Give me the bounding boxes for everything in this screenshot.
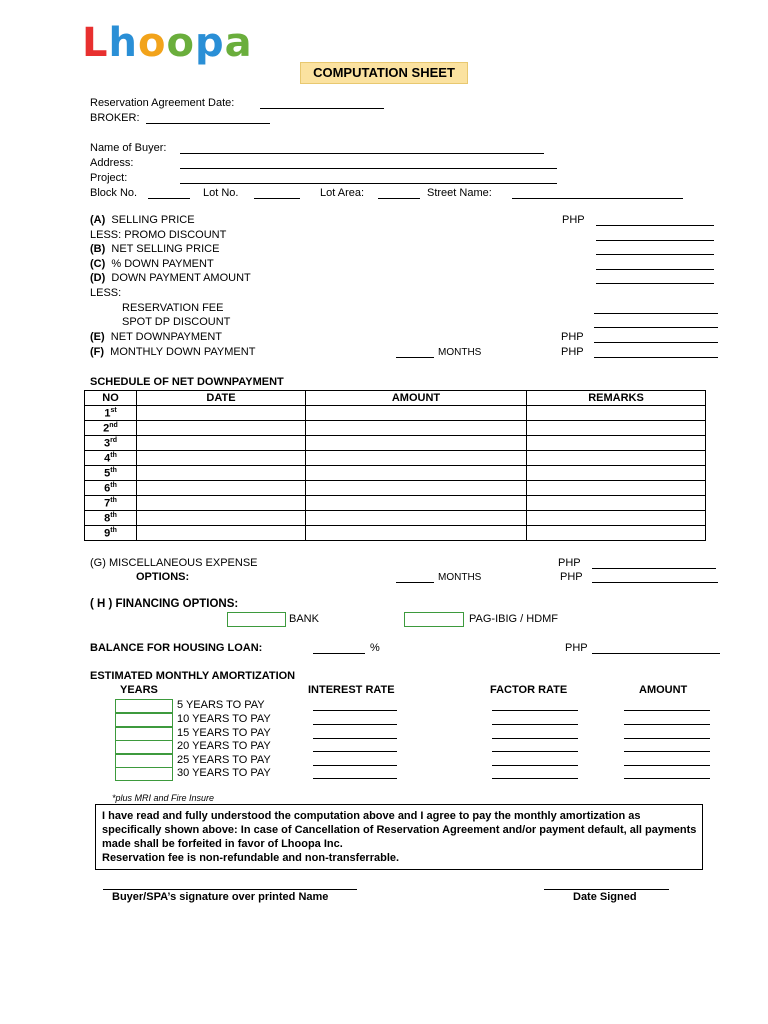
amount-cell[interactable] bbox=[306, 466, 527, 481]
row-number: 1st bbox=[85, 406, 137, 421]
lot-area-field[interactable] bbox=[378, 198, 420, 199]
net-downpayment-label: NET DOWNPAYMENT bbox=[110, 331, 223, 343]
months-field[interactable] bbox=[396, 357, 434, 358]
col-header-date: DATE bbox=[137, 391, 306, 406]
months-label: MONTHS bbox=[438, 347, 482, 358]
spot-dp-label: SPOT DP DISCOUNT bbox=[122, 316, 231, 328]
down-payment-percent-label: % DOWN PAYMENT bbox=[111, 258, 214, 270]
lot-field[interactable] bbox=[254, 198, 300, 199]
php-label: PHP bbox=[565, 642, 588, 654]
amount-cell[interactable] bbox=[306, 421, 527, 436]
amount-field[interactable] bbox=[624, 765, 710, 766]
row-number: 2nd bbox=[85, 421, 137, 436]
table-row bbox=[85, 421, 706, 436]
options-amount-field[interactable] bbox=[592, 582, 718, 583]
factor-rate-field[interactable] bbox=[492, 710, 578, 711]
amount-field[interactable] bbox=[624, 710, 710, 711]
date-cell[interactable] bbox=[137, 481, 306, 496]
b-code: (B) bbox=[90, 243, 106, 255]
row-number: 8th bbox=[85, 511, 137, 526]
pagibig-checkbox[interactable] bbox=[404, 612, 464, 627]
col-header-no: NO bbox=[85, 391, 137, 406]
remarks-cell[interactable] bbox=[527, 481, 706, 496]
f-code: (F) bbox=[90, 346, 105, 358]
block-label: Block No. bbox=[90, 187, 138, 199]
col-interest-rate: INTEREST RATE bbox=[308, 684, 395, 696]
remarks-cell[interactable] bbox=[527, 526, 706, 541]
project-label: Project: bbox=[90, 172, 128, 184]
table-header-row bbox=[85, 391, 706, 406]
page-title: COMPUTATION SHEET bbox=[300, 62, 468, 84]
php-label: PHP bbox=[562, 214, 585, 226]
amount-field[interactable] bbox=[624, 751, 710, 752]
php-label: PHP bbox=[561, 331, 584, 343]
col-factor-rate: FACTOR RATE bbox=[490, 684, 568, 696]
date-cell[interactable] bbox=[137, 496, 306, 511]
date-cell[interactable] bbox=[137, 436, 306, 451]
amount-field[interactable] bbox=[624, 778, 710, 779]
amortization-title: ESTIMATED MONTHLY AMORTIZATION bbox=[90, 670, 296, 682]
table-row bbox=[85, 496, 706, 511]
amount-cell[interactable] bbox=[306, 481, 527, 496]
promo-discount-field[interactable] bbox=[596, 240, 714, 241]
a-code: (A) bbox=[90, 214, 106, 226]
row-number: 9th bbox=[85, 526, 137, 541]
financing-options-label: ( H ) FINANCING OPTIONS: bbox=[90, 598, 239, 610]
insurance-note: *plus MRI and Fire Insure bbox=[112, 793, 215, 803]
years-checkbox[interactable] bbox=[115, 767, 173, 781]
broker-field[interactable] bbox=[146, 123, 270, 124]
monthly-down-payment-label: MONTHLY DOWN PAYMENT bbox=[110, 346, 256, 358]
street-label: Street Name: bbox=[427, 187, 492, 199]
schedule-title: SCHEDULE OF NET DOWNPAYMENT bbox=[90, 376, 284, 388]
logo-letter: L bbox=[82, 20, 109, 66]
date-cell[interactable] bbox=[137, 466, 306, 481]
remarks-cell[interactable] bbox=[527, 511, 706, 526]
amount-cell[interactable] bbox=[306, 406, 527, 421]
interest-rate-field[interactable] bbox=[313, 778, 397, 779]
years-to-pay-label: 10 YEARS TO PAY bbox=[177, 713, 271, 725]
reservation-date-label: Reservation Agreement Date: bbox=[90, 97, 235, 109]
options-months-field[interactable] bbox=[396, 582, 434, 583]
selling-price-label: SELLING PRICE bbox=[111, 214, 195, 226]
remarks-cell[interactable] bbox=[527, 406, 706, 421]
lot-area-label: Lot Area: bbox=[320, 187, 365, 199]
factor-rate-field[interactable] bbox=[492, 724, 578, 725]
col-header-remarks: REMARKS bbox=[527, 391, 706, 406]
amount-cell[interactable] bbox=[306, 496, 527, 511]
c-code: (C) bbox=[90, 258, 106, 270]
amount-field[interactable] bbox=[624, 738, 710, 739]
bank-checkbox[interactable] bbox=[227, 612, 286, 627]
logo-letter: o bbox=[137, 20, 167, 66]
remarks-cell[interactable] bbox=[527, 451, 706, 466]
net-selling-price-field[interactable] bbox=[596, 254, 714, 255]
date-cell[interactable] bbox=[137, 451, 306, 466]
date-cell[interactable] bbox=[137, 526, 306, 541]
table-row bbox=[85, 436, 706, 451]
php-label: PHP bbox=[558, 557, 581, 569]
bank-label: BANK bbox=[289, 613, 319, 625]
table-row bbox=[85, 481, 706, 496]
table-row bbox=[85, 406, 706, 421]
promo-discount-label: LESS: PROMO DISCOUNT bbox=[90, 229, 227, 241]
row-number: 3rd bbox=[85, 436, 137, 451]
down-payment-amount-label: DOWN PAYMENT AMOUNT bbox=[111, 272, 251, 284]
factor-rate-field[interactable] bbox=[492, 738, 578, 739]
e-code: (E) bbox=[90, 331, 105, 343]
row-number: 6th bbox=[85, 481, 137, 496]
years-to-pay-label: 20 YEARS TO PAY bbox=[177, 740, 271, 752]
remarks-cell[interactable] bbox=[527, 421, 706, 436]
reservation-date-field[interactable] bbox=[260, 108, 384, 109]
logo-letter: p bbox=[194, 20, 225, 66]
broker-label: BROKER: bbox=[90, 112, 140, 124]
address-label: Address: bbox=[90, 157, 134, 169]
years-checkbox[interactable] bbox=[115, 713, 173, 727]
php-label: PHP bbox=[561, 346, 584, 358]
factor-rate-field[interactable] bbox=[492, 751, 578, 752]
php-label: PHP bbox=[560, 571, 583, 583]
factor-rate-field[interactable] bbox=[492, 765, 578, 766]
years-checkbox[interactable] bbox=[115, 727, 173, 741]
remarks-cell[interactable] bbox=[527, 466, 706, 481]
table-row bbox=[85, 466, 706, 481]
notice-text: I have read and fully understood the computation above and I agree to pay the monthly amortization as specifically shown above: In case of Cancellation of Reservation Agreement and/or payment default, all payments made shall be forfeited in favor of Lhoopa Inc. bbox=[102, 810, 697, 850]
amount-cell[interactable] bbox=[306, 526, 527, 541]
pagibig-label: PAG-IBIG / HDMF bbox=[469, 613, 559, 625]
col-years: YEARS bbox=[120, 684, 158, 696]
misc-expense-field[interactable] bbox=[592, 568, 716, 569]
monthly-down-payment-field[interactable] bbox=[594, 357, 718, 358]
notice-fee-text: Reservation fee is non-refundable and non-transferrable. bbox=[102, 852, 400, 864]
row-number: 5th bbox=[85, 466, 137, 481]
net-selling-price-label: NET SELLING PRICE bbox=[111, 243, 220, 255]
selling-price-field[interactable] bbox=[596, 225, 714, 226]
date-cell[interactable] bbox=[137, 406, 306, 421]
years-to-pay-label: 15 YEARS TO PAY bbox=[177, 727, 271, 739]
interest-rate-field[interactable] bbox=[313, 724, 397, 725]
date-signed-label: Date Signed bbox=[573, 891, 637, 903]
buyer-label: Name of Buyer: bbox=[90, 142, 167, 154]
months-label: MONTHS bbox=[438, 572, 482, 583]
options-label: OPTIONS: bbox=[136, 571, 190, 583]
down-payment-percent-field[interactable] bbox=[596, 269, 714, 270]
years-to-pay-label: 30 YEARS TO PAY bbox=[177, 767, 271, 779]
balance-amount-field[interactable] bbox=[592, 653, 720, 654]
less-label: LESS: bbox=[90, 287, 122, 299]
date-signed-line[interactable] bbox=[544, 889, 669, 890]
years-checkbox[interactable] bbox=[115, 740, 173, 754]
remarks-cell[interactable] bbox=[527, 436, 706, 451]
schedule-table bbox=[84, 390, 706, 541]
remarks-cell[interactable] bbox=[527, 496, 706, 511]
row-number: 7th bbox=[85, 496, 137, 511]
street-field[interactable] bbox=[512, 198, 683, 199]
interest-rate-field[interactable] bbox=[313, 710, 397, 711]
reservation-fee-field[interactable] bbox=[594, 313, 718, 314]
interest-rate-field[interactable] bbox=[313, 765, 397, 766]
amount-cell[interactable] bbox=[306, 511, 527, 526]
reservation-fee-label: RESERVATION FEE bbox=[122, 302, 224, 314]
logo-letter: o bbox=[166, 20, 195, 66]
spot-dp-field[interactable] bbox=[594, 327, 718, 328]
misc-expense-label: (G) MISCELLANEOUS EXPENSE bbox=[90, 557, 258, 569]
balance-percent-field[interactable] bbox=[313, 653, 365, 654]
amount-cell[interactable] bbox=[306, 436, 527, 451]
down-payment-amount-field[interactable] bbox=[596, 283, 714, 284]
agreement-notice bbox=[95, 804, 703, 870]
date-cell[interactable] bbox=[137, 511, 306, 526]
table-row bbox=[85, 451, 706, 466]
block-field[interactable] bbox=[148, 198, 190, 199]
date-cell[interactable] bbox=[137, 421, 306, 436]
col-header-amount: AMOUNT bbox=[306, 391, 527, 406]
percent-label: % bbox=[370, 642, 380, 654]
col-amount: AMOUNT bbox=[639, 684, 688, 696]
years-to-pay-label: 5 YEARS TO PAY bbox=[177, 699, 265, 711]
balance-label: BALANCE FOR HOUSING LOAN: bbox=[90, 642, 263, 654]
logo-letter: a bbox=[224, 20, 253, 66]
d-code: (D) bbox=[90, 272, 106, 284]
years-checkbox[interactable] bbox=[115, 699, 173, 713]
buyer-field[interactable] bbox=[180, 153, 544, 154]
years-checkbox[interactable] bbox=[115, 754, 173, 768]
interest-rate-field[interactable] bbox=[313, 738, 397, 739]
logo-letter: h bbox=[108, 20, 138, 66]
address-field[interactable] bbox=[180, 168, 557, 169]
amount-cell[interactable] bbox=[306, 451, 527, 466]
interest-rate-field[interactable] bbox=[313, 751, 397, 752]
table-row bbox=[85, 511, 706, 526]
table-row bbox=[85, 526, 706, 541]
project-field[interactable] bbox=[180, 183, 557, 184]
amount-field[interactable] bbox=[624, 724, 710, 725]
net-downpayment-field[interactable] bbox=[594, 342, 718, 343]
factor-rate-field[interactable] bbox=[492, 778, 578, 779]
buyer-signature-label: Buyer/SPA’s signature over printed Name bbox=[112, 891, 329, 903]
lhoopa-logo bbox=[82, 20, 253, 66]
buyer-signature-line[interactable] bbox=[103, 889, 357, 890]
years-to-pay-label: 25 YEARS TO PAY bbox=[177, 754, 271, 766]
row-number: 4th bbox=[85, 451, 137, 466]
lot-label: Lot No. bbox=[203, 187, 239, 199]
